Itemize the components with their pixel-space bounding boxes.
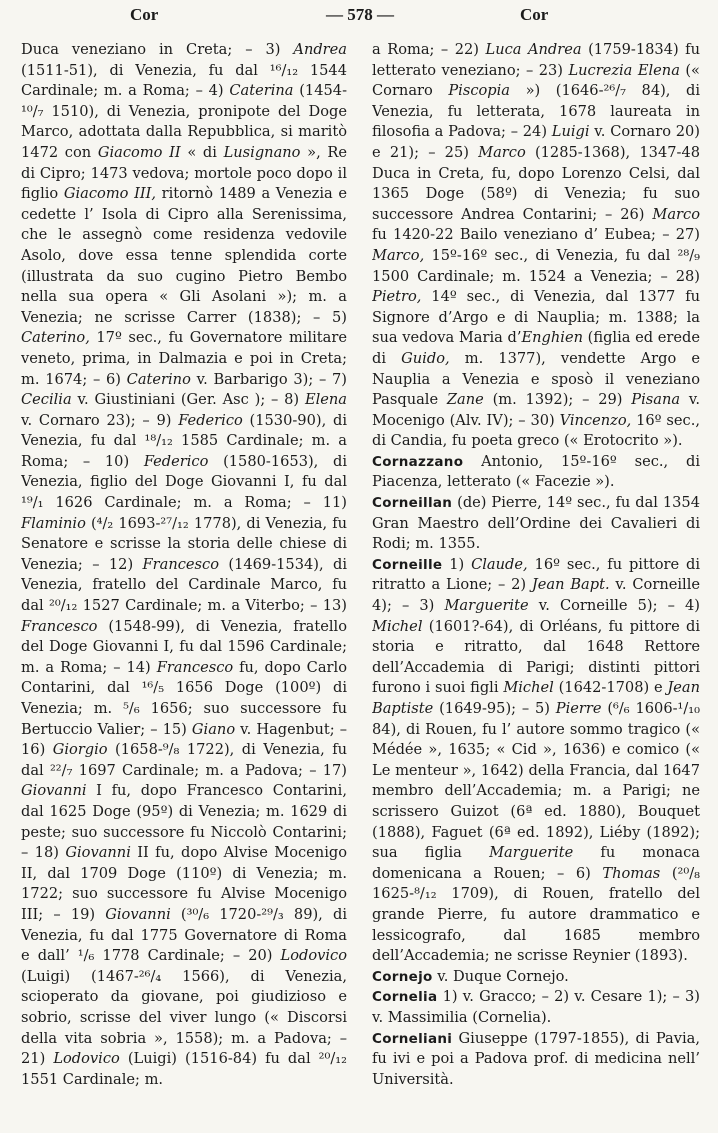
entry-name-italic: Francesco [21, 617, 98, 635]
entry-name-italic: Pierre [555, 700, 602, 717]
entry-text: I fu, dopo Francesco Contarini, dal 1625 Doge (95º) di Venezia; m. 1629 di peste; suo successore fu Niccolò Contarini; – 18) [21, 782, 347, 862]
entry-text: v. Cornaro 23); – 9) [21, 411, 179, 429]
entry-name-italic: Jean Bapt. [531, 576, 610, 594]
entry-text: (1658-⁹/₈ 1722), di Venezia, fu dal ²²/₇ 1697 Cardinale; m. a Padova; – 17) [21, 741, 347, 779]
entry-text: v. Corneille 4); – 3) [372, 576, 700, 615]
entry-text: (« Cornaro [372, 61, 700, 100]
entry-name-italic: Michel [503, 679, 554, 697]
entry-name-italic: Thomas [602, 864, 661, 882]
entry-name-italic: Francesco [156, 658, 234, 676]
entry-text: a Roma; – 22) [372, 41, 486, 58]
entry-text: (1580-1653), di Venezia, figlio del Doge Giovanni I, fu dal ¹⁹/₁ 1626 Cardinale; m. a Roma; – 11) [21, 452, 347, 512]
entry-text: fu 1420-22 Bailo veneziano d’ Eubea; – 27) [372, 226, 700, 244]
entry-text: (figlia ed erede di [372, 329, 700, 367]
entry-text: 15º-16º sec., di Venezia, fu dal ²⁸/₉ 1500 Cardinale; m. 1524 a Venezia; – 28) [372, 246, 700, 285]
entry-text: (1759-1834) fu letterato veneziano; – 23) [372, 41, 700, 79]
entry-text: v. Barbarigo 3); – 7) [190, 370, 347, 388]
dictionary-entry [372, 967, 700, 988]
entry-text: 1) [442, 555, 472, 573]
entry-name-italic: Marco [478, 143, 526, 161]
entry-name-italic: Elena [304, 391, 347, 409]
entry-name-italic: Giovanni [21, 782, 87, 800]
entry-name-italic: Giorgio [52, 741, 108, 759]
entry-text: II fu, dopo Alvise Mocenigo II, dal 1709 Doge (110º) di Venezia; m. 1722; suo successore fu Alvise Mocenigo III; – 19) [21, 844, 347, 923]
entry-name-italic: Giovanni [65, 844, 131, 862]
entry-name-italic: Caterino [126, 370, 191, 388]
entry-text: Duca veneziano in Creta; – 3) [21, 41, 294, 58]
entry-text: fu, dopo Carlo Contarini, dal ¹⁶/₅ 1656 Doge (100º) di Venezia; m. ⁵/₆ 1656; suo successore fu Bertuccio Valier; – 15) [21, 658, 347, 738]
dictionary-entry [372, 555, 700, 967]
entry-name-italic: Federico [143, 452, 209, 470]
left-column [21, 40, 347, 1130]
entry-name-italic: Luigi [551, 123, 590, 141]
entry-name-italic: Cecilia [21, 391, 72, 409]
entry-text: 16º sec., di Candia, fu poeta greco (« Erotocrito »). [372, 411, 700, 450]
entry-text: (1548-99), di Venezia, fratello del Doge Giovanni I, fu dal 1596 Cardinale; m. a Roma; – 14) [21, 617, 347, 676]
entry-name-italic: Francesco [142, 555, 219, 573]
dictionary-entry [372, 493, 700, 555]
entry-text: (1511-51), di Venezia, fu dal ¹⁶/₁₂ 1544 Cardinale; m. a Roma; – 4) [21, 61, 347, 100]
entry-name-italic: Marguerite [489, 844, 574, 862]
entry-text: fu monaca domenicana a Rouen; – 6) [372, 844, 700, 882]
entry-headword: Corneille [372, 556, 443, 573]
entry-name-italic: Piscopia [448, 82, 511, 100]
entry-name-italic: Giacomo III, [63, 185, 156, 203]
dictionary-entry [372, 987, 700, 1028]
entry-name-italic: Claude, [471, 555, 528, 573]
entry-text: (²⁰/₈ 1625-⁸/₁₂ 1709), di Rouen, fratello del grande Pierre, fu autore drammatico e lessicografo, dal 1685 membro dell’Accademia; ne scrisse Reynier (1893). [372, 864, 700, 965]
entry-text: ritornò 1489 a Venezia e cedette l’ Isola di Cipro alla Serenissima, che le assegnò come residenza vedovile Asolo, dove essa tenne splendida corte (illustrata da suo cugino Pietro Bembo nella sua opera « Gli Asolani »); m. a Venezia; ne scrisse Carrer (1838); – 5) [21, 185, 347, 326]
entry-name-italic: Marguerite [444, 597, 529, 615]
entry-name-italic: Lucrezia Elena [568, 61, 680, 79]
header-right-guideword: Cor [520, 5, 549, 24]
entry-text: (³⁰/₆ 1720-²⁹/₃ 89), di Venezia, fu dal 1775 Governatore di Roma e dall’ ¹/₆ 1778 Cardinale; – 20) [21, 905, 347, 965]
entry-name-italic: Pietro, [372, 288, 422, 306]
entry-name-italic: Lusignano [223, 143, 301, 161]
entry-text: m. 1377), vendette Argo e Nauplia a Venezia e sposò il veneziano Pasquale [372, 349, 700, 409]
entry-text: 17º sec., fu Governatore militare veneto, prima, in Dalmazia e poi in Creta; m. 1674; – 6) [21, 329, 347, 388]
entry-headword: Corneillan [372, 495, 453, 512]
entry-name-italic: Federico [178, 411, 243, 429]
entry-name-italic: Giovanni [105, 905, 171, 923]
entry-text: v. Cornaro 20) e 21); – 25) [372, 123, 700, 161]
entry-name-italic: Lodovico [53, 1050, 120, 1068]
right-column [372, 40, 700, 1130]
entry-name-italic: Vincenzo, [559, 411, 632, 429]
entry-text: ») (1646-²⁶/₇ 84), di Venezia, fu letterata, 1678 laureata in filosofia a Padova; – 24) [372, 82, 700, 141]
entry-name-italic: Guido, [401, 349, 450, 367]
entry-text: v. Corneille 5); – 4) [528, 597, 700, 615]
entry-text: « di [180, 143, 224, 161]
entry-name-italic: Michel [372, 617, 423, 635]
entry-text: (de) Pierre, 14º sec., fu dal 1354 Gran Maestro dell’Ordine dei Cavalieri di Rodi; m. 1355. [372, 494, 700, 553]
entry-headword: Cornejo [372, 968, 433, 985]
entry-text: (1530-90), di Venezia, fu dal ¹⁸/₁₂ 1585 Cardinale; m. a Roma; – 10) [21, 411, 347, 470]
entry-name-italic: Andrea [293, 41, 347, 58]
entry-name-italic: Jean Baptiste [372, 679, 700, 717]
entry-text: (1649-95); – 5) [433, 700, 556, 717]
entry-name-italic: Luca Andrea [485, 41, 582, 58]
entry-name-italic: Marco [652, 205, 700, 223]
entry-text: », Re di Cipro; 1473 vedova; mortole poco dopo il figlio [21, 143, 347, 203]
page-number: — 578 — [326, 5, 394, 24]
running-header [0, 2, 718, 30]
entry-headword: Corneliani [372, 1030, 453, 1047]
entry-text: Antonio, 15º-16º sec., di Piacenza, letterato (« Facezie »). [372, 452, 700, 491]
entry-text: (⁶/₆ 1606-¹/₁₀ 84), di Rouen, fu l’ autore sommo tragico (« Médée », 1635; « Cid », 1636) e comico (« Le menteur », 1642) della Francia, dal 1647 membro dell’Accademia; m. a Parigi; ne scrissero Guizot (6ª ed. 1880), Bouquet (1888), Faguet (6ª ed. 1892), Liéby (1892); sua figlia [372, 700, 700, 862]
entry-text: (1454-¹⁰/₇ 1510), di Venezia, pronipote del Doge Marco, adottata dalla Repubblica, si maritò 1472 con [21, 82, 347, 161]
entry-text: v. Hagenbut; – 16) [21, 720, 347, 759]
entry-text: (1285-1368), 1347-48 Duca in Creta, fu, dopo Lorenzo Celsi, dal 1365 Doge (58º) di Venezia; fu suo successore Andrea Contarini; – 26) [372, 143, 700, 223]
entry-name-italic: Marco, [372, 246, 425, 264]
entry-text: (1642-1708) e [553, 679, 668, 697]
entry-text: (Luigi) (1516-84) fu dal ²⁰/₁₂ 1551 Cardinale; m. [21, 1050, 347, 1088]
entry-name-italic: Giano [191, 720, 236, 738]
entry-text: v. Giustiniani (Ger. Asc ); – 8) [71, 391, 305, 409]
entry-name-italic: Caterino, [21, 329, 90, 347]
entry-headword: Cornelia [372, 989, 438, 1006]
entry-name-italic: Zane [446, 391, 484, 409]
dictionary-entry [21, 40, 347, 1090]
entry-name-italic: Caterina [229, 82, 294, 100]
entry-text: v. Duque Cornejo. [432, 967, 569, 985]
dictionary-entry [372, 452, 700, 493]
entry-text: (1601?-64), di Orléans, fu pittore di storia e ritratto, dal 1648 Rettore dell’Accademia di Parigi; distinti pittori furono i suoi figli [372, 617, 700, 697]
entry-name-italic: Flaminio [21, 514, 86, 532]
entry-text: 1) v. Gracco; – 2) v. Cesare 1); – 3) v. Massimilia (Cornelia). [372, 988, 700, 1026]
entry-text: 16º sec., fu pittore di ritratto a Lione; – 2) [372, 555, 700, 594]
entry-name-italic: Enghien [521, 329, 583, 347]
entry-name-italic: Pisana [631, 391, 681, 409]
entry-name-italic: Lodovico [280, 947, 347, 965]
entry-text: (Luigi) (1467-²⁶/₄ 1566), di Venezia, scioperato da giovane, poi giudizioso e sobrio, scrisse del viver lungo (« Discorsi della vita sobria », 1558); m. a Padova; – 21) [21, 967, 347, 1068]
entry-headword: Cornazzano [372, 453, 464, 470]
entry-name-italic: Giacomo II [97, 143, 181, 161]
entry-text: (1469-1534), di Venezia, fratello del Cardinale Marco, fu dal ²⁰/₁₂ 1527 Cardinale; m. a Viterbo; – 13) [21, 555, 347, 615]
entry-text: v. Mocenigo (Alv. IV); – 30) [372, 391, 700, 429]
entry-text: (⁴/₂ 1693-²⁷/₁₂ 1778), di Venezia, fu Senatore e scrisse la storia delle chiese di Venezia; – 12) [21, 514, 347, 573]
entry-text: (m. 1392); – 29) [483, 391, 632, 409]
entry-text: 14º sec., di Venezia, dal 1377 fu Signore d’Argo e di Nauplia; m. 1388; la sua vedova Maria d’ [372, 288, 700, 347]
dictionary-entry [372, 1029, 700, 1091]
header-left-guideword: Cor [130, 5, 159, 24]
dictionary-entry [372, 40, 700, 452]
entry-text: Giuseppe (1797-1855), di Pavia, fu ivi e poi a Padova prof. di medicina nell’ Università. [372, 1029, 700, 1088]
